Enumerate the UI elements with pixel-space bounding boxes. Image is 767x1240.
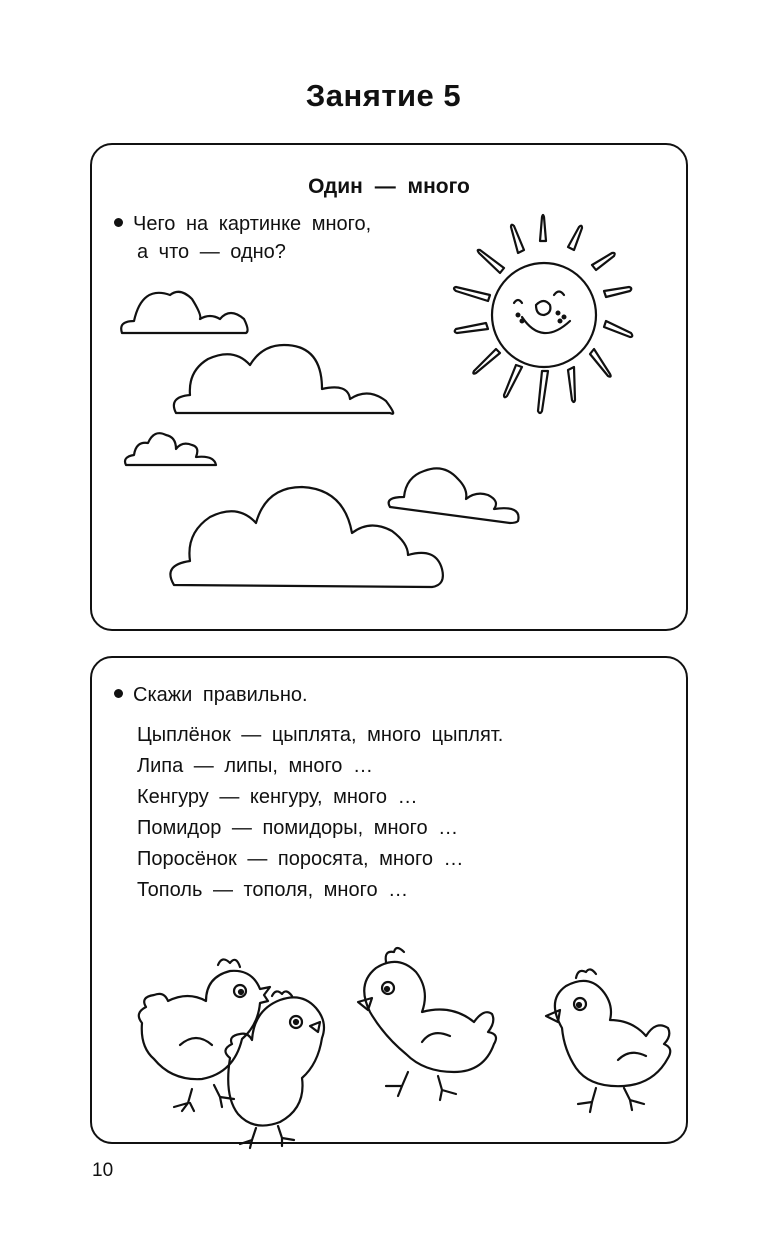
exercise-panel-one-many [90,143,688,631]
chick-icon [358,948,496,1100]
chick-icon [139,959,270,1111]
section-heading: Один — много [308,175,470,198]
chick-icon [546,969,670,1112]
list-item: Поросёнок — поросята, много … [137,848,464,870]
cloud-icon [121,292,247,333]
page-title: Занятие 5 [305,78,462,113]
list-item: Цыплёнок — цыплята, много цыплят. [137,724,504,746]
list-item: Кенгуру — кенгуру, много … [137,786,418,808]
cloud-icon [170,487,442,587]
sun-icon [454,215,632,413]
question-line-continued: а что — одно? [137,241,286,263]
question-line: Чего на картинке много, [114,209,371,240]
instruction-line: Скажи правильно. [114,680,308,711]
page-number: 10 [92,1160,114,1181]
chicks-illustration [92,658,690,1146]
exercise-panel-say-correctly [90,656,688,1144]
cloud-icon [125,433,216,465]
list-item: Тополь — тополя, много … [137,879,409,901]
sky-illustration [92,145,690,633]
cloud-icon [389,468,519,523]
chick-icon [225,991,324,1148]
cloud-icon [174,345,393,414]
list-item: Помидор — помидоры, много … [137,817,459,839]
list-item: Липа — липы, много … [137,755,373,777]
